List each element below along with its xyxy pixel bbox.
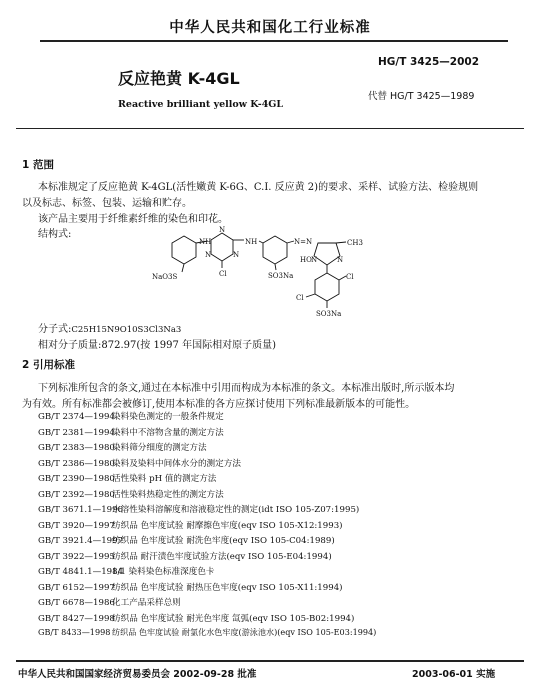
reference-title: 活性染料热稳定性的测定方法 [112,489,224,500]
scope-paragraph-line2: 以及标志、标签、包装、运输和贮存。 [22,198,192,209]
reference-title: 染料中不溶物含量的测定方法 [112,427,224,438]
reference-item [38,410,224,422]
formula-label: 分子式: [38,324,72,335]
reference-item [38,534,335,546]
standard-number: HG/T 3425—2002 [378,56,480,68]
molecular-formula [38,320,181,335]
azo-label: N=N [294,238,313,246]
reference-code: GB/T 8427—1998 [38,613,115,624]
reference-item [38,488,224,500]
reference-code: GB/T 2392—1980 [38,489,115,500]
n-pyrazole-label-2: N [337,256,344,264]
scope-usage-text: 该产品主要用于纤维素纤维的染色和印花。 [38,214,228,225]
section-heading-scope: 1 范围 [22,159,54,171]
replaces-standard: 代替 HG/T 3425—1989 [368,91,475,102]
reference-title: 活性染料 pH 值的测定方法 [112,474,217,484]
n-label-left: N [205,251,212,259]
reference-item [38,503,359,515]
reference-title: 水溶性染料溶解度和溶液稳定性的测定(idt ISO 105-Z07:1995) [112,505,360,515]
nh-label-2: NH [245,238,258,246]
document-title-cn: 反应艳黄 K-4GL [118,69,240,88]
reference-code: GB/T 6678—1986 [38,598,115,608]
nh-label-1: NH [199,238,212,246]
reference-code: GB/T 2383—1980 [38,443,115,453]
structure-label: 结构式: [38,229,72,240]
formula-value: C25H15N9O10S3Cl3Na3 [71,325,182,335]
benzene-ring-bottom [315,273,339,301]
reference-title: 染料筛分细度的测定方法 [112,443,207,453]
n-label-right: N [233,251,240,259]
reference-title: 纺织品 色牢度试验 耐光色牢度 氙弧(eqv ISO 105-B02:1994) [112,613,355,624]
scope-paragraph-line1: 本标准规定了反应艳黄 K-4GL(活性嫩黄 K-6G、C.I. 反应黄 2)的要求、采样、试验方法、检验规则 [38,182,479,193]
reference-item [38,457,241,469]
reference-title: 纺织品 色牢度试验 耐摩擦色牢度(eqv ISO 105-X12:1993) [112,520,343,531]
reference-item [38,426,224,438]
footer-rule [16,660,524,662]
nao3s-label: NaO3S [152,273,178,281]
reference-item [38,565,215,577]
reference-item [38,472,216,484]
reference-title: 纺织品 色牢度试验 耐洗色牢度(eqv ISO 105-C04:1989) [112,536,335,546]
reference-item [38,627,376,638]
reference-item [38,550,332,562]
triazine-ring [211,233,233,261]
cl-label-2: Cl [296,294,304,302]
cl-label-1: Cl [346,273,354,281]
reference-title: 纺织品 色牢度试验 耐氯化水色牢度(游泳池水)(eqv ISO 105-E03:1994) [112,627,377,637]
references-intro-line1: 下列标准所包含的条文,通过在本标准中引用而构成为本标准的条文。本标准出版时,所示版本均 [38,383,455,394]
top-title: 中华人民共和国化工行业标准 [169,20,371,36]
cl-triazine-label: Cl [219,270,227,278]
document-title-en: Reactive brilliant yellow K-4GL [118,99,284,110]
ch3-label: CH3 [347,239,363,247]
references-intro-line2: 为有效。所有标准都会被修订,使用本标准的各方应探讨使用下列标准最新版本的可能性。 [22,399,416,410]
so3na-mid-label: SO3Na [268,272,294,280]
reference-item [38,581,343,593]
reference-title: 染料染色测定的一般条件规定 [112,412,224,422]
section-heading-references: 2 引用标准 [22,359,75,371]
reference-code: GB/T 2390—1980 [38,474,115,484]
reference-code: GB/T 2386—1980 [38,458,115,469]
reference-title: 纺织品 耐汗渍色牢度试验方法(eqv ISO 105-E04:1994) [112,551,332,562]
reference-code: GB/T 3921.4—1997 [38,536,124,546]
reference-code: GB/T 3922—1995 [38,551,115,562]
n-pyrazole-label-1: N [311,256,318,264]
benzene-ring-left [172,236,196,264]
reference-code: GB/T 3671.1—1996 [38,505,124,515]
approval-info: 中华人民共和国国家经济贸易委员会 2002-09-28 批准 [18,669,257,680]
molecular-weight: 相对分子质量:872.97(按 1997 年国际相对原子质量) [38,340,276,351]
reference-code: GB/T 6152—1997 [38,582,115,593]
implementation-date: 2003-06-01 实施 [412,669,496,680]
reference-item [38,519,343,531]
reference-title: 化工产品采样总则 [112,598,181,608]
reference-item [38,612,354,624]
ho-label: HO [300,256,312,264]
reference-item [38,441,207,453]
reference-code: GB/T 4841.1—1984 [38,567,124,577]
reference-code: GB/T 2381—1994 [38,427,115,438]
reference-title: 1/1 染料染色标准深度色卡 [112,567,215,577]
reference-item [38,596,181,608]
so3na-bottom-label: SO3Na [316,310,342,318]
reference-title: 染料及染料中间体水分的测定方法 [112,458,241,469]
n-label-top: N [219,226,226,234]
reference-code: GB/T 2374—1994 [38,412,115,422]
reference-code: GB/T 8433—1998 [38,627,111,637]
reference-code: GB/T 3920—1997 [38,520,115,531]
benzene-ring-middle [263,236,287,264]
reference-title: 纺织品 色牢度试验 耐热压色牢度(eqv ISO 105-X11:1994) [112,582,343,593]
